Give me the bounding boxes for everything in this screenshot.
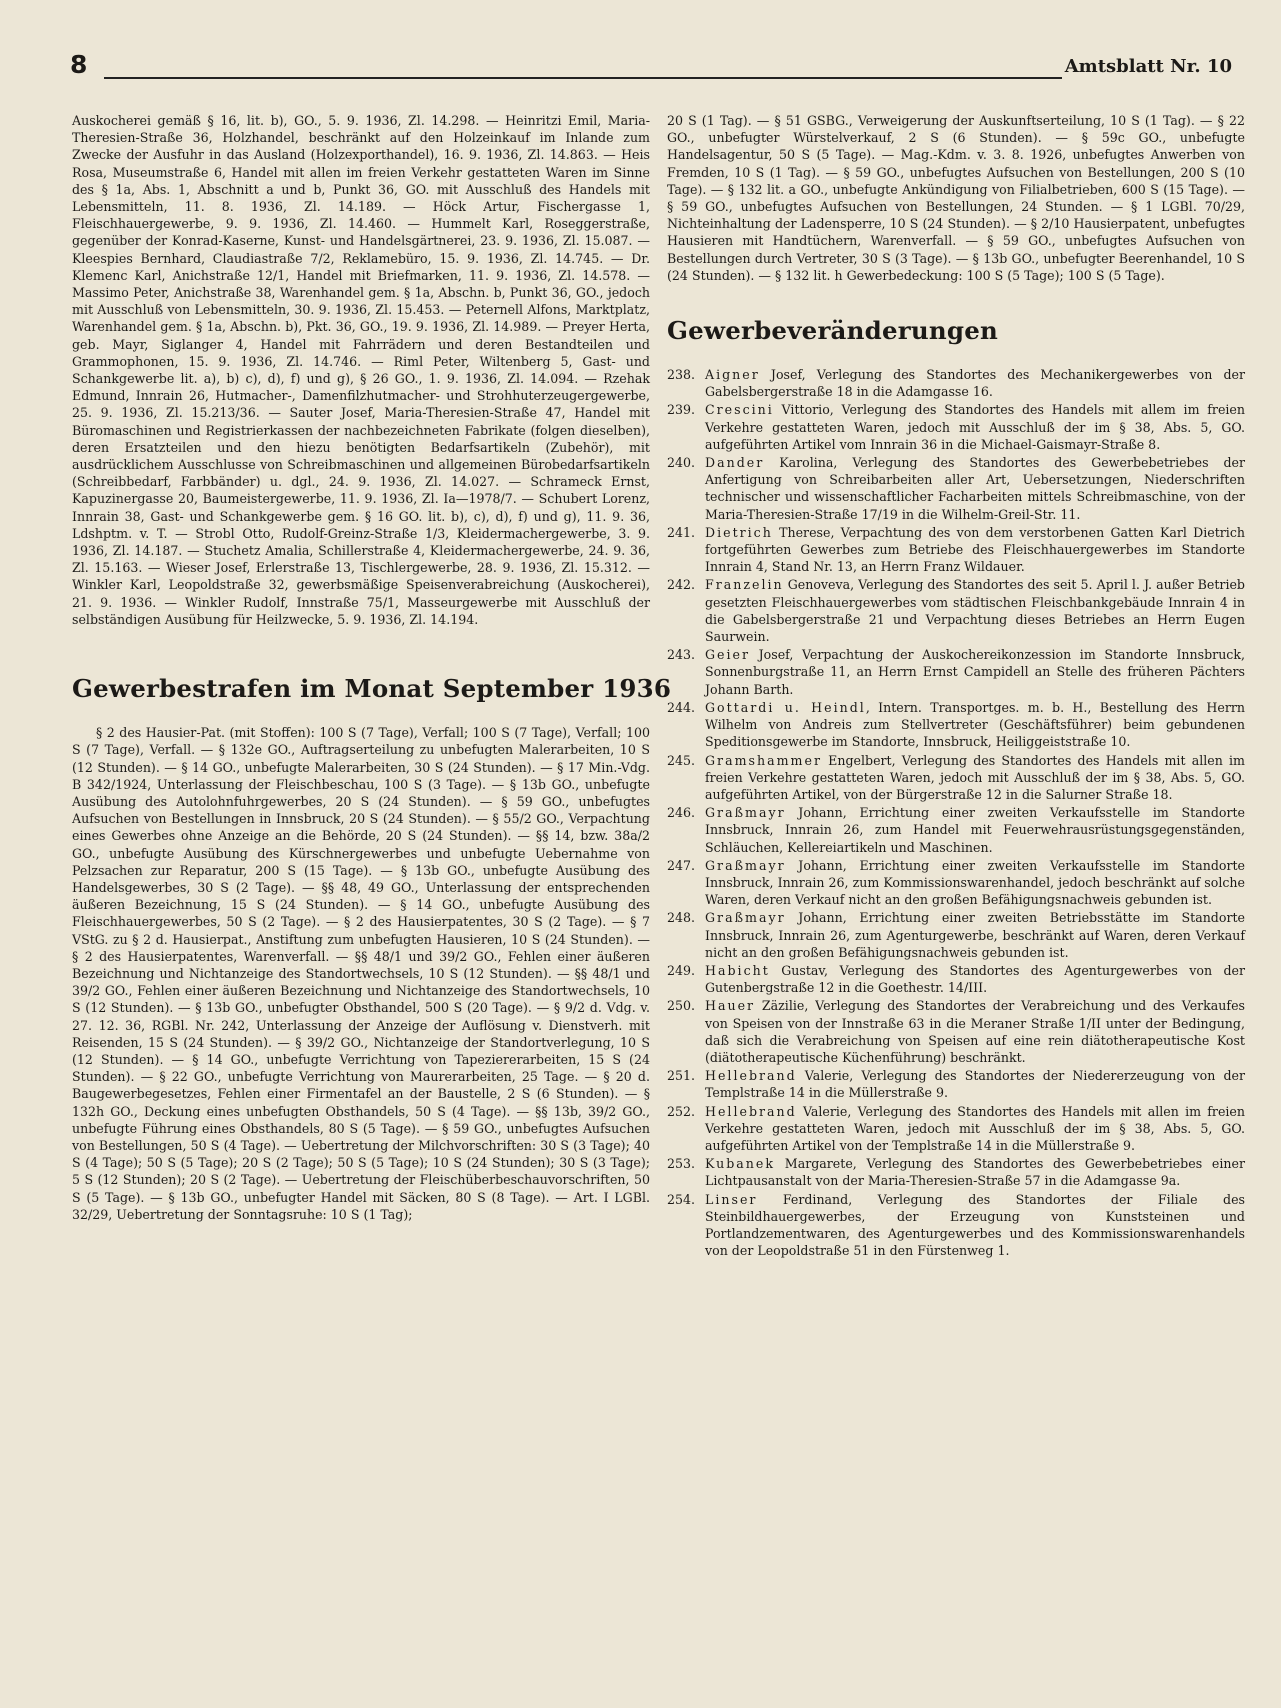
veraenderungen-list <box>667 366 1245 1259</box>
entry-text: Ferdinand, Verlegung des Standortes der Filiale des Steinbildhauergewerbes, der Erzeugung von Kunststeinen und Portlandzementwaren, des Agenturgewerbes und des Kommissionswarenhandels von der Leopoldstraße 51 in den Fürstenweg 1. <box>705 1191 1245 1259</box>
entry-name: Hellebrand <box>705 1103 797 1119</box>
list-item <box>667 401 1245 453</box>
entry-number: 247. <box>667 857 696 873</box>
entry-text: Johann, Errichtung einer zweiten Betriebsstätte im Standorte Innsbruck, Innrain 26, zum Agenturgewerbe, beschränkt auf Waren, deren Verkauf nicht an den großen Befähigungsnachweis gebunden ist. <box>705 910 1245 960</box>
entry-number: 240. <box>667 455 696 471</box>
entry-name: Habicht <box>705 962 770 978</box>
entry-name: Gramshammer <box>705 752 822 768</box>
entry-text: Zäzilie, Verlegung des Standortes der Verabreichung und des Verkaufes von Speisen von der Innstraße 63 in die Meraner Straße 1/II unter der Bedingung, daß sich die Verabreichung von Speisen auf eine rein diätotherapeutische Kost (diätotherapeutische Küchenführung) beschränkt. <box>705 998 1245 1065</box>
entry-name: Crescini <box>705 402 774 418</box>
list-item <box>667 1103 1245 1155</box>
entry-number: 239. <box>667 402 696 418</box>
list-item <box>667 454 1245 523</box>
entry-text: Valerie, Verlegung des Standortes der Niedererzeugung von der Templstraße 14 in die Müllerstraße 9. <box>705 1068 1245 1101</box>
entry-number: 245. <box>667 752 696 768</box>
entry-number: 253. <box>667 1156 696 1172</box>
list-item <box>667 1067 1245 1101</box>
list-item <box>667 752 1245 804</box>
page-header <box>70 50 1232 86</box>
list-item <box>667 804 1245 856</box>
entry-name: Franzelin <box>705 577 784 593</box>
strafen-paragraph: § 2 des Hausier-Pat. (mit Stoffen): 100 S (7 Tage), Verfall; 100 S (7 Tage), Verfall; 100 S (7 Tage), Verfall. — § 132e GO., Auftragserteilung zu unbefugten Malerarbeiten, 10 S (12 Stunden). — § 14 GO., unbefugte Malerarbeiten, 30 S (24 Stunden). — § 17 Min.-Vdg. B 342/1924, Unterlassung der Fleischbeschau, 100 S (3 Tage). — § 13b GO., unbefugte Ausübung des Autolohnfuhrgewerbes, 20 S (24 Stunden). — § 59 GO., unbefugtes Aufsuchen von Bestellungen in Innsbruck, 20 S (24 Stunden). — § 55/2 GO., Verpachtung eines Gewerbes ohne Anzeige an die Behörde, 20 S (24 Stunden). — §§ 14, bzw. 38a/2 GO., unbefugte Ausübung des Kürschnergewerbes und unbefugte Uebernahme von Pelzsachen zur Reparatur, 200 S (15 Tage). — § 13b GO., unbefugte Ausübung des Handelsgewerbes, 30 S (2 Tage). — §§ 48, 49 GO., Unterlassung der entsprechenden äußeren Bezeichnung, 15 S (24 Stunden). — § 14 GO., unbefugte Ausübung des Fleischhauergewerbes, 50 S (2 Tage). — § 2 des Hausierpatentes, 30 S (2 Tage). — § 7 VStG. zu § 2 d. Hausierpat., Anstiftung zum unbefugten Hausieren, 10 S (24 Stunden). — § 2 des Hausierpatentes, Warenverfall. — §§ 48/1 und 39/2 GO., Fehlen einer äußeren Bezeichnung und Nichtanzeige des Standortwechsels, 10 S (12 Stunden). — §§ 48/1 und 39/2 GO., Fehlen einer äußeren Bezeichnung und Nichtanzeige des Standortwechsels, 10 S (12 Stunden). — § 13b GO., unbefugter Obsthandel, 500 S (20 Tage). — § 9/2 d. Vdg. v. 27. 12. 36, RGBl. Nr. 242, Unterlassung der Anzeige der Auflösung v. Dienstverh. mit Reisenden, 15 S (24 Stunden). — § 39/2 GO., Nichtanzeige der Standortverlegung, 10 S (12 Stunden). — § 14 GO., unbefugte Verrichtung von Tapeziererarbeiten, 15 S (24 Stunden). — § 22 GO., unbefugte Verrichtung von Maurerarbeiten, 25 Tage. — § 20 d. Baugewerbegesetzes, Fehlen einer Firmentafel an der Baustelle, 2 S (6 Stunden). — § 132h GO., Deckung eines unbefugten Obsthandels, 50 S (4 Tage). — §§ 13b, 39/2 GO., unbefugte Führung eines Obsthandels, 80 S (5 Tage). — § 59 GO., unbefugtes Aufsuchen von Bestellungen, 50 S (4 Tage). — Uebertretung der Milchvorschriften: 30 S (3 Tage); 40 S (4 Tage); 50 S (5 Tage); 20 S (2 Tage); 50 S (5 Tage); 10 S (24 Stunden); 30 S (3 Tage); 5 S (12 Stunden); 20 S (2 Tage). — Uebertretung der Fleischüberbeschauvorschriften, 50 S (5 Tage). — § 13b GO., unbefugter Handel mit Säcken, 80 S (8 Tage). — Art. I LGBl. 32/29, Uebertretung der Sonntagsruhe: 10 S (1 Tag); <box>72 725 650 1222</box>
entry-name: Kubanek <box>705 1156 776 1172</box>
entry-name: Dander <box>705 455 765 471</box>
list-item <box>667 699 1245 751</box>
entry-text: Josef, Verpachtung der Auskochereikonzession im Standorte Innsbruck, Sonnenburgstraße 11, an Herrn Ernst Campidell an Stelle des früheren Pächters Johann Barth. <box>705 647 1245 697</box>
page-number: 8 <box>70 50 88 79</box>
entry-number: 248. <box>667 910 696 926</box>
entry-text: , Intern. Transportges. m. b. H., Bestellung des Herrn Wilhelm von Andreis zum Stellvertreter (Geschäftsführer) beim gebundenen Speditionsgewerbe im Standorte, Innsbruck, Heiliggeiststraße 10. <box>705 699 1245 750</box>
entry-text: Valerie, Verlegung des Standortes des Handels mit allen im freien Verkehre gestatteten Waren, jedoch mit Ausschluß der im § 38, Abs. 5, GO. aufgeführten Artikel von der Templstraße 14 in die Müllerstraße 9. <box>705 1103 1245 1153</box>
entry-text: Margarete, Verlegung des Standortes des Gewerbebetriebes einer Lichtpausanstalt von der Maria-Theresien-Straße 57 in die Adamgasse 9a. <box>705 1156 1245 1189</box>
entry-name: Geier <box>705 647 751 663</box>
entry-text: Genoveva, Verlegung des Standortes des seit 5. April l. J. außer Betrieb gesetzten Fleischhauergewerbes vom städtischen Fleischbankgebäude Innrain 4 in die Gabelsbergerstraße 21 und Verpachtung dieses Betriebes an Herrn Eugen Saurwein. <box>705 577 1245 645</box>
new-businesses-list: Auskocherei gemäß § 16, lit. b), GO., 5. 9. 1936, Zl. 14.298. — Heinritzi Emil, Maria-Theresien-Straße 36, Holzhandel, beschränkt auf den Holzeinkauf im Inlande zum Zwecke der Ausfuhr in das Ausland (Holzexporthandel), 16. 9. 1936, Zl. 14.863. — Heis Rosa, Museumstraße 6, Handel mit allen im freien Verkehr gestatteten Waren im Sinne des § 1a, Abs. 1, Abschnitt a und b, Punkt 36, GO. mit Ausschluß des Handels mit Lebensmitteln, 11. 8. 1936, Zl. 14.189. — Höck Artur, Fischergasse 1, Fleischhauergewerbe, 9. 9. 1936, Zl. 14.460. — Hummelt Karl, Roseggerstraße, gegenüber der Konrad-Kaserne, Kunst- und Handelsgärtnerei, 23. 9. 1936, Zl. 15.087. — Kleespies Bernhard, Claudiastraße 7/2, Reklamebüro, 15. 9. 1936, Zl. 14.745. — Dr. Klemenc Karl, Anichstraße 12/1, Handel mit Briefmarken, 11. 9. 1936, Zl. 14.578. — Massimo Peter, Anichstraße 38, Warenhandel gem. § 1a, Abschn. b, Punkt 36, GO., jedoch mit Ausschluß von Lebensmitteln, 30. 9. 1936, Zl. 15.453. — Peternell Alfons, Marktplatz, Warenhandel gem. § 1a, Abschn. b), Pkt. 36, GO., 19. 9. 1936, Zl. 14.989. — Preyer Herta, geb. Mayr, Siglanger 4, Handel mit Fahrrädern und deren Bestandteilen und Grammophonen, 15. 9. 1936, Zl. 14.746. — Riml Peter, Wiltenberg 5, Gast- und Schankgewerbe lit. a), b) c), d), f) und g), § 26 GO., 1. 9. 1936, Zl. 14.094. — Rzehak Edmund, Innrain 26, Hutmacher-, Damenfilzhutmacher- und Strohhuterzeugergewerbe, 25. 9. 1936, Zl. 15.213/36. — Sauter Josef, Maria-Theresien-Straße 47, Handel mit Büromaschinen und Registrierkassen der nachbezeichneten Fabrikate (folgen dieselben), deren Ersatzteilen und den hiezu benötigten Bedarfsartikeln (Zubehör), mit ausdrücklichem Ausschlusse von Schreibmaschinen und allgemeinen Bürobedarfsartikeln (Schreibbedarf, Farbbänder) u. dgl., 24. 9. 1936, Zl. 14.027. — Schrameck Ernst, Kapuzinergasse 20, Baumeistergewerbe, 11. 9. 1936, Zl. Ia—1978/7. — Schubert Lorenz, Innrain 38, Gast- und Schankgewerbe gem. § 16 GO. lit. b), c), d), f) und g), 11. 9. 36, Ldshptm. v. T. — Strobl Otto, Rudolf-Greinz-Straße 1/3, Kleidermachergewerbe, 3. 9. 1936, Zl. 14.187. — Stuchetz Amalia, Schillerstraße 4, Kleidermachergewerbe, 24. 9. 36, Zl. 15.163. — Wieser Josef, Erlerstraße 13, Tischlergewerbe, 28. 9. 1936, Zl. 15.312. — Winkler Karl, Leopoldstraße 32, gewerbsmäßige Speisenverabreichung (Auskocherei), 21. 9. 1936. — Winkler Rudolf, Innstraße 75/1, Masseurgewerbe mit Ausschluß der selbständigen Ausübung für Heilzwecke, 5. 9. 1936, Zl. 14.194. <box>72 113 650 627</box>
entry-text: Josef, Verlegung des Standortes des Mechanikergewerbes von der Gabelsbergerstraße 18 in die Adamgasse 16. <box>705 367 1245 400</box>
entry-number: 249. <box>667 962 696 978</box>
list-item <box>667 646 1245 698</box>
list-item <box>667 1155 1245 1189</box>
entry-number: 244. <box>667 699 696 715</box>
entry-name: Graßmayr <box>705 910 786 926</box>
entry-text: Vittorio, Verlegung des Standortes des Handels mit allem im freien Verkehre gestatteten Waren, jedoch mit Ausschluß der im § 38, Abs. 5, GO. aufgeführten Artikel vom Innrain 36 in die Michael-Gaismayr-Straße 8. <box>705 402 1245 452</box>
list-item <box>667 366 1245 400</box>
entry-number: 254. <box>667 1191 696 1207</box>
strafen-heading: Gewerbestrafen im Monat September 1936 <box>72 674 672 704</box>
entry-name: Hauer <box>705 998 756 1014</box>
entry-name: Gottardi u. Heindl <box>705 699 866 715</box>
entry-number: 238. <box>667 367 696 383</box>
veraenderungen-heading: Gewerbeveränderungen <box>667 316 999 346</box>
entry-number: 251. <box>667 1068 696 1084</box>
entry-name: Aigner <box>705 367 760 383</box>
header-rule <box>104 77 1062 79</box>
strafen-continuation: 20 S (1 Tag). — § 51 GSBG., Verweigerung der Auskunftserteilung, 10 S (1 Tag). — § 22 GO., unbefugter Würstelverkauf, 2 S (6 Stunden). — § 59c GO., unbefugte Handelsagentur, 50 S (5 Tage). — Mag.-Kdm. v. 3. 8. 1926, unbefugtes Anwerben von Fremden, 10 S (1 Tag). — § 59 GO., unbefugtes Aufsuchen von Bestellungen, 200 S (10 Tage). — § 132 lit. a GO., unbefugte Ankündigung von Filialbetrieben, 600 S (15 Tage). — § 59 GO., unbefugtes Aufsuchen von Bestellungen, 24 Stunden. — § 1 LGBl. 70/29, Nichteinhaltung der Ladensperre, 10 S (24 Stunden). — § 2/10 Hausierpatent, unbefugtes Hausieren mit Handtüchern, Warenverfall. — § 59 GO., unbefugtes Aufsuchen von Bestellungen durch Vertreter, 30 S (3 Tage). — § 13b GO., unbefugter Beerenhandel, 10 S (24 Stunden). — § 132 lit. h Gewerbedeckung: 100 S (5 Tage); 100 S (5 Tage). <box>667 113 1245 283</box>
entry-number: 246. <box>667 805 696 821</box>
entry-number: 243. <box>667 647 696 663</box>
list-item <box>667 576 1245 645</box>
left-column <box>72 112 672 1223</box>
entry-number: 242. <box>667 577 696 593</box>
entry-name: Graßmayr <box>705 805 786 821</box>
entry-text: Therese, Verpachtung des von dem verstorbenen Gatten Karl Dietrich fortgeführten Gewerbes zum Betriebe des Fleischhauergewerbes im Standorte Innrain 4, Stand Nr. 13, an Herrn Franz Wildauer. <box>705 524 1245 575</box>
entry-number: 252. <box>667 1103 696 1119</box>
entry-number: 241. <box>667 524 696 540</box>
entry-name: Linser <box>705 1191 758 1207</box>
list-item <box>667 524 1245 576</box>
entry-number: 250. <box>667 998 696 1014</box>
entry-text: Karolina, Verlegung des Standortes des Gewerbebetriebes der Anfertigung von Schreibarbeiten aller Art, Uebersetzungen, Niederschriften technischer und wissenschaftlicher Facharbeiten mittels Schreibmaschine, von der Maria-Theresien-Straße 17/19 in die Wilhelm-Greil-Str. 11. <box>705 455 1245 522</box>
entry-name: Hellebrand <box>705 1068 797 1084</box>
entry-name: Dietrich <box>705 524 773 540</box>
list-item <box>667 997 1245 1066</box>
publication-title: Amtsblatt Nr. 10 <box>1064 56 1232 77</box>
list-item <box>667 857 1245 909</box>
list-item <box>667 962 1245 996</box>
entry-text: Johann, Errichtung einer zweiten Verkaufsstelle im Standorte Innsbruck, Innrain 26, zum Kommissionswarenhandel, jedoch beschränkt auf solche Waren, deren Verkauf nicht an den großen Befähigungsnachweis gebunden ist. <box>705 857 1245 908</box>
entry-name: Graßmayr <box>705 857 786 873</box>
list-item <box>667 1191 1245 1260</box>
entry-text: Engelbert, Verlegung des Standortes des Handels mit allen im freien Verkehre gestatteten Waren, jedoch mit Ausschluß der im § 38, Abs. 5, GO. aufgeführten Artikel, von der Bürgerstraße 12 in die Salurner Straße 18. <box>705 752 1245 802</box>
right-column <box>667 112 1245 1260</box>
list-item <box>667 909 1245 961</box>
entry-text: Gustav, Verlegung des Standortes des Agenturgewerbes von der Gutenbergstraße 12 in die Goethestr. 14/III. <box>705 962 1245 996</box>
entry-text: Johann, Errichtung einer zweiten Verkaufsstelle im Standorte Innsbruck, Innrain 26, zum Handel mit Feuerwehrausrüstungsgegenständen, Schläuchen, Kellereiartikeln und Maschinen. <box>705 805 1245 855</box>
